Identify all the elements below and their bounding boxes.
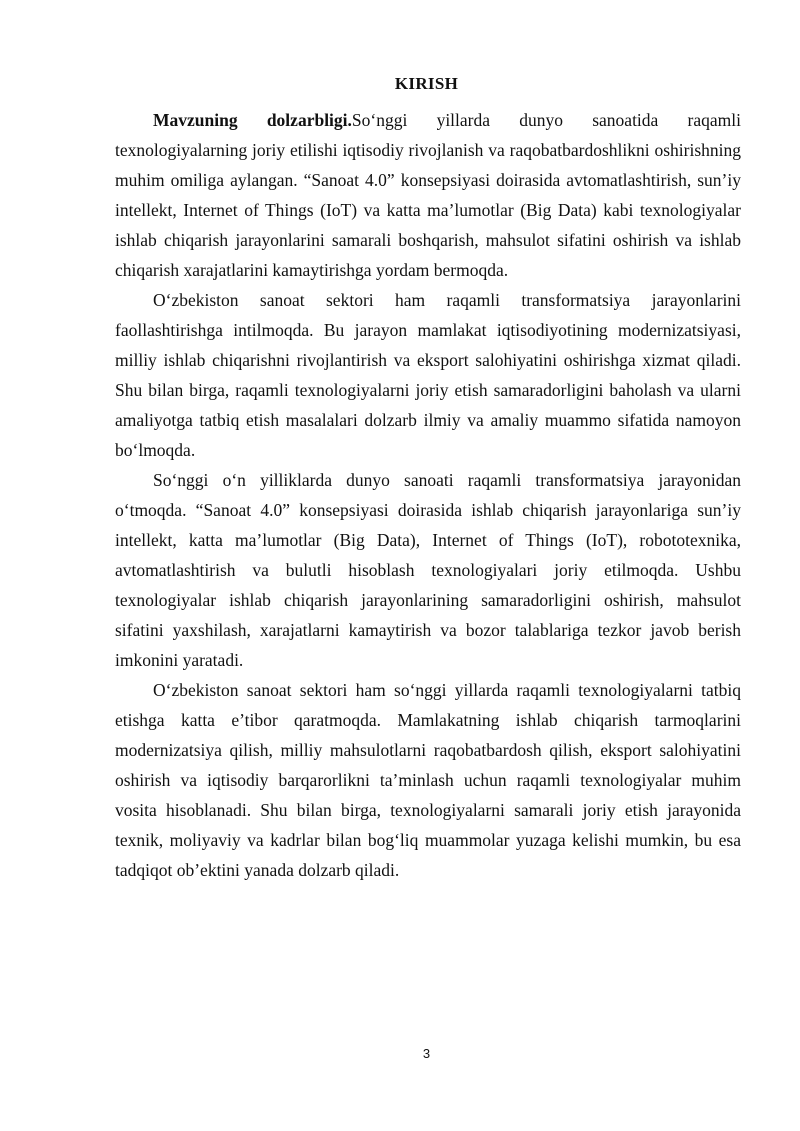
paragraph: O‘zbekiston sanoat sektori ham raqamli transformatsiya jarayonlarini faollashtirishga intilmoqda. Bu jarayon mamlakat iqtisodiyotining modernizatsiyasi, milliy ishlab chiqarishni rivojlantirish va eksport salohiyatini oshirishga xizmat qiladi. Shu bilan birga, raqamli texnologiyalarni joriy etish samaradorligini baholash va ularni amaliyotga tatbiq etish masalalari dolzarb ilmiy va amaliy muammo sifatida namoyon bo‘lmoqda. xyxy=(115,290,741,460)
body-text xyxy=(115,105,741,885)
paragraph: So‘nggi o‘n yilliklarda dunyo sanoati raqamli transformatsiya jarayonidan o‘tmoqda. “Sanoat 4.0” konsepsiyasi doirasida ishlab chiqarish jarayonlariga sun’iy intellekt, katta ma’lumotlar (Big Data), Internet of Things (IoT), robototexnika, avtomatlashtirish va bulutli hisoblash texnologiyalari joriy etilmoqda. Ushbu texnologiyalar ishlab chiqarish jarayonlarining samaradorligini oshirish, mahsulot sifatini yaxshilash, xarajatlarni kamaytirish va bozor talablariga tezkor javob berish imkonini yaratadi. xyxy=(115,470,741,670)
paragraph-lead: Mavzuning dolzarbligi. xyxy=(153,110,352,130)
paragraph-relevance xyxy=(115,105,741,285)
paragraph: O‘zbekiston sanoat sektori ham so‘nggi yillarda raqamli texnologiyalarni tatbiq etishga katta e’tibor qaratmoqda. Mamlakatning ishlab chiqarish tarmoqlarini modernizatsiya qilish, milliy mahsulotlarni raqobatbardosh qilish, eksport salohiyatini oshirish va iqtisodiy barqarorlikni ta’minlash uchun raqamli texnologiyalar muhim vosita hisoblanadi. Shu bilan birga, texnologiyalarni samarali joriy etish jarayonida texnik, moliyaviy va kadrlar bilan bog‘liq muammolar yuzaga kelishi mumkin, bu esa tadqiqot ob’ektini yanada dolzarb qiladi. xyxy=(115,680,741,880)
section-heading: KIRISH xyxy=(394,74,459,93)
page-number: 3 xyxy=(422,1046,431,1061)
paragraph-text: So‘nggi yillarda dunyo sanoatida raqamli texnologiyalarning joriy etilishi iqtisodiy rivojlanish va raqobatbardoshlikni oshirishning muhim omiliga aylangan. “Sanoat 4.0” konsepsiyasi doirasida avtomatlashtirish, sun’iy intellekt, Internet of Things (IoT) va katta ma’lumotlar (Big Data) kabi texnologiyalar ishlab chiqarish jarayonlarini samarali boshqarish, mahsulot sifatini oshirish va ishlab chiqarish xarajatlarini kamaytirishga yordam bermoqda. xyxy=(115,110,741,280)
